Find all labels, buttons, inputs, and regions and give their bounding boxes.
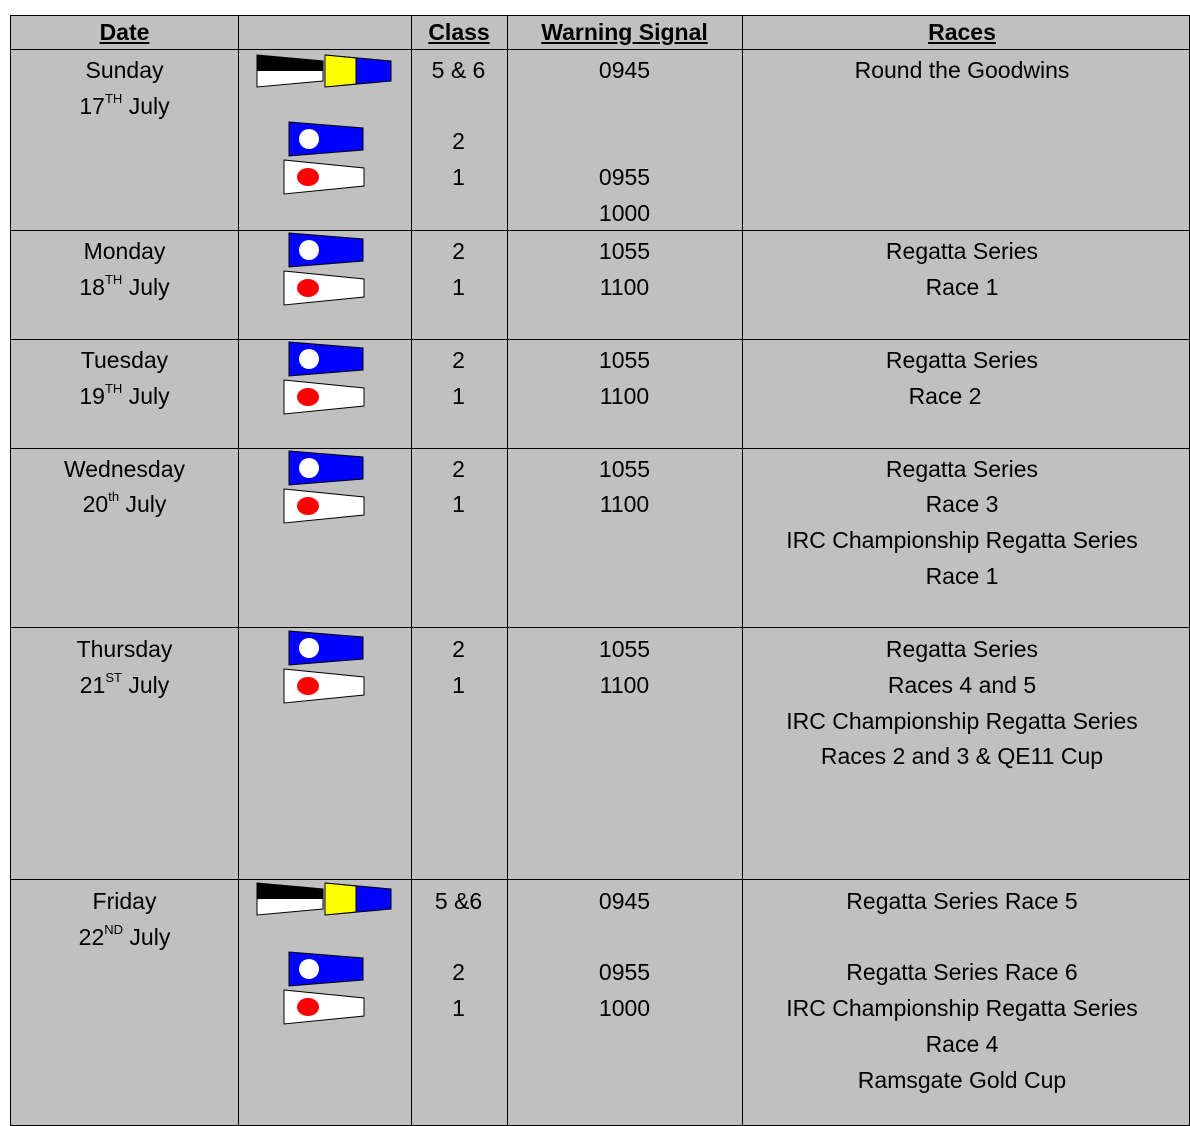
white-pennant-red-disc-icon <box>283 488 365 524</box>
blue-pennant-white-disc-icon <box>288 630 364 666</box>
blue-pennant-white-disc-icon <box>288 951 364 987</box>
race-name: Regatta Series <box>885 636 1039 662</box>
race-name: Race 1 <box>925 563 999 589</box>
day-name: Sunday <box>85 57 164 83</box>
blue-pennant-white-disc-icon <box>288 450 364 486</box>
header-class: Class <box>428 19 490 45</box>
white-pennant-red-disc-icon <box>283 159 365 195</box>
warning-time: 1055 <box>598 456 651 482</box>
date-label: 18TH July <box>79 272 170 300</box>
row-divider <box>11 49 1189 50</box>
row-divider <box>11 879 1189 880</box>
class-cell: 1 <box>452 672 465 698</box>
race-name: Regatta Series Race 6 <box>846 959 1078 985</box>
header-races: Races <box>928 19 996 45</box>
class-cell: 5 &6 <box>434 888 483 914</box>
date-label: 21ST July <box>79 670 170 698</box>
black-white-pennant-icon <box>256 882 324 916</box>
class-cell: 1 <box>452 491 465 517</box>
race-name: Race 2 <box>908 383 982 409</box>
white-pennant-red-disc-icon <box>283 989 365 1025</box>
day-name: Friday <box>92 888 157 914</box>
warning-time: 0945 <box>598 888 651 914</box>
row-divider <box>11 448 1189 449</box>
row-divider <box>11 339 1189 340</box>
race-name: Race 3 <box>925 491 999 517</box>
race-name: Race 4 <box>925 1031 999 1057</box>
race-name: IRC Championship Regatta Series <box>786 527 1138 553</box>
date-label: 20th July <box>82 489 167 517</box>
header-warning-signal: Warning Signal <box>541 19 708 45</box>
class-cell: 2 <box>452 128 465 154</box>
race-name: Round the Goodwins <box>854 57 1070 83</box>
black-white-pennant-icon <box>256 54 324 88</box>
class-cell: 5 & 6 <box>431 57 486 83</box>
class-cell: 1 <box>452 383 465 409</box>
warning-time: 1100 <box>599 274 650 300</box>
race-name: Regatta Series <box>885 238 1039 264</box>
warning-time: 1100 <box>599 672 650 698</box>
blue-pennant-white-disc-icon <box>288 341 364 377</box>
white-pennant-red-disc-icon <box>283 668 365 704</box>
day-name: Wednesday <box>63 456 186 482</box>
row-divider <box>11 627 1189 628</box>
race-name: Regatta Series <box>885 456 1039 482</box>
warning-time: 1055 <box>598 636 651 662</box>
blue-pennant-white-disc-icon <box>288 232 364 268</box>
white-pennant-red-disc-icon <box>283 379 365 415</box>
class-cell: 2 <box>452 959 465 985</box>
header-flags <box>239 16 411 49</box>
day-name: Monday <box>83 238 166 264</box>
class-cell: 1 <box>452 995 465 1021</box>
white-pennant-red-disc-icon <box>283 270 365 306</box>
race-name: Regatta Series <box>885 347 1039 373</box>
warning-time: 1100 <box>599 491 650 517</box>
date-label: 19TH July <box>79 381 170 409</box>
class-cell: 2 <box>452 347 465 373</box>
race-name: Race 1 <box>925 274 999 300</box>
class-cell: 2 <box>452 456 465 482</box>
race-name: IRC Championship Regatta Series <box>786 995 1138 1021</box>
warning-time: 1055 <box>598 347 651 373</box>
warning-time: 1100 <box>599 383 650 409</box>
warning-time: 0955 <box>598 959 651 985</box>
warning-time: 1000 <box>598 995 651 1021</box>
class-cell: 1 <box>452 274 465 300</box>
yellow-blue-pennant-icon <box>324 54 392 88</box>
column-divider <box>238 16 239 1125</box>
header-date: Date <box>99 19 150 45</box>
date-label: 17TH July <box>79 91 170 119</box>
race-schedule-table <box>10 15 1190 1126</box>
day-name: Thursday <box>76 636 173 662</box>
warning-time: 1000 <box>598 200 651 226</box>
class-cell: 2 <box>452 636 465 662</box>
class-cell: 1 <box>452 164 465 190</box>
warning-time: 0955 <box>598 164 651 190</box>
warning-time: 1055 <box>598 238 651 264</box>
race-name: Regatta Series Race 5 <box>846 888 1078 914</box>
race-name: Races 2 and 3 & QE11 Cup <box>820 743 1104 769</box>
date-label: 22ND July <box>78 922 171 950</box>
blue-pennant-white-disc-icon <box>288 121 364 157</box>
race-name: Races 4 and 5 <box>887 672 1037 698</box>
yellow-blue-pennant-icon <box>324 882 392 916</box>
class-cell: 2 <box>452 238 465 264</box>
race-name: Ramsgate Gold Cup <box>857 1067 1067 1093</box>
race-name: IRC Championship Regatta Series <box>786 708 1138 734</box>
day-name: Tuesday <box>80 347 169 373</box>
warning-time: 0945 <box>598 57 651 83</box>
